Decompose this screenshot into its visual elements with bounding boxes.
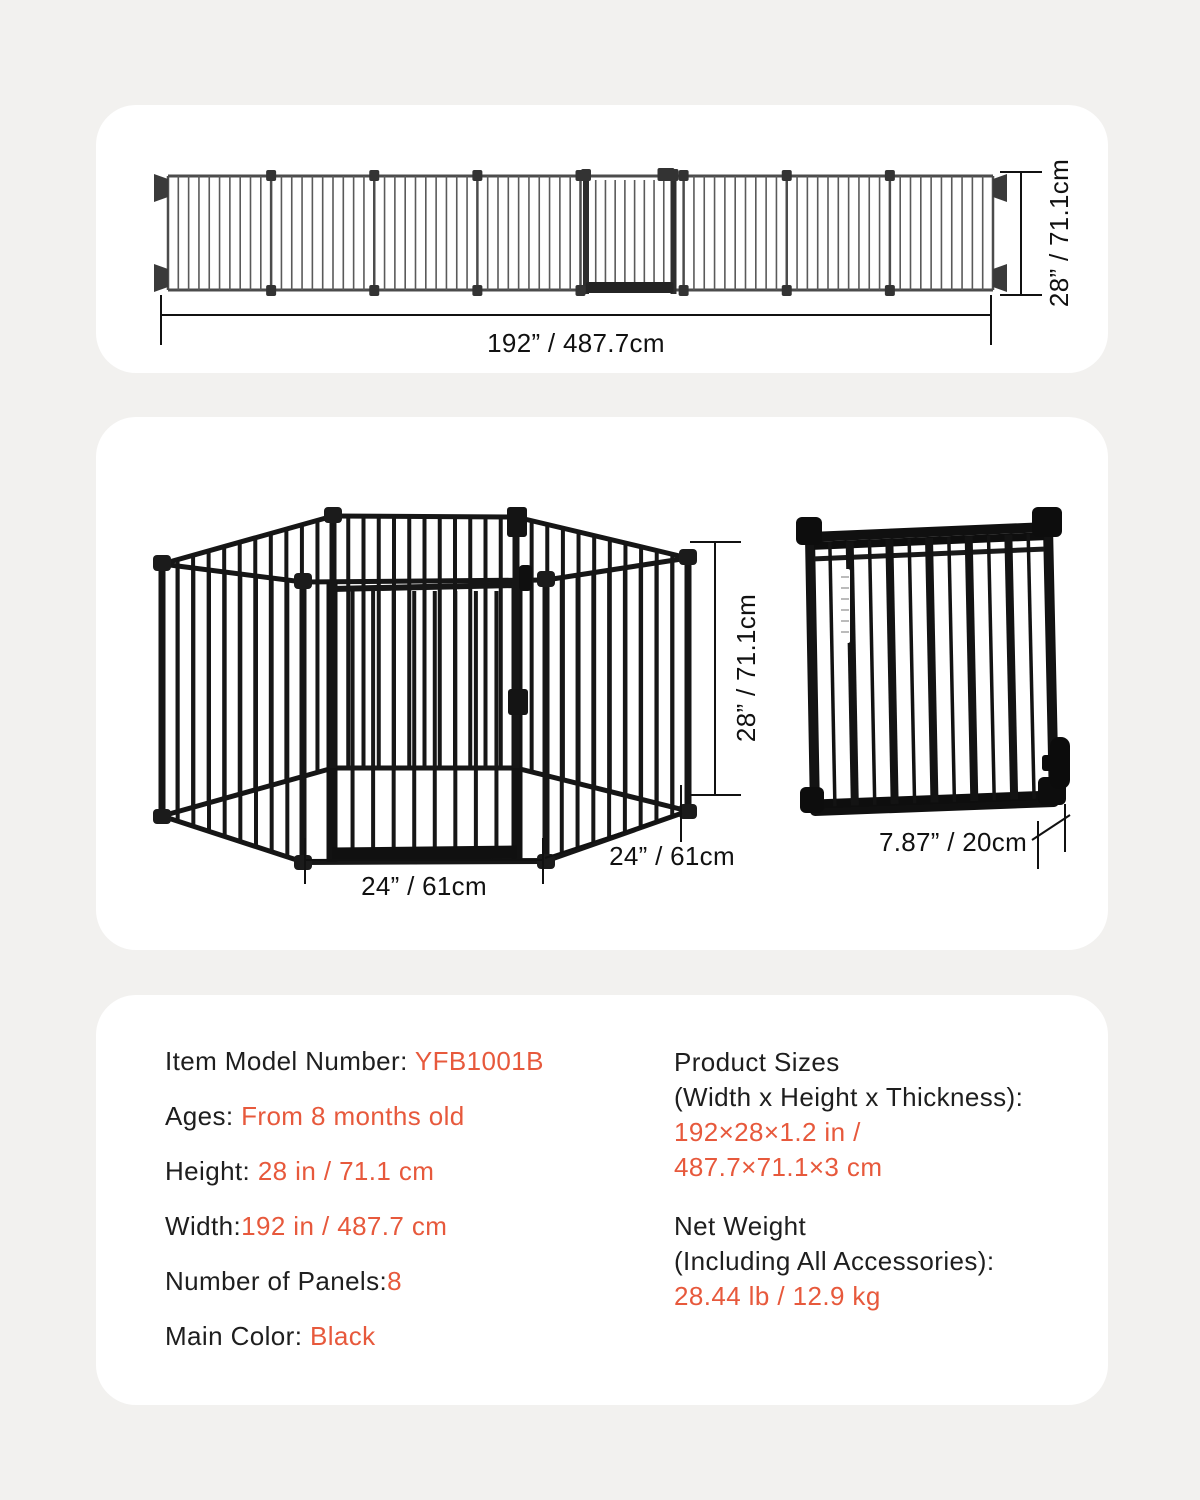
spec-net-weight <box>674 1209 1023 1314</box>
flat-width-dimension-label: 192” / 487.7cm <box>487 328 665 358</box>
spec-value: 28.44 lb / 12.9 kg <box>674 1281 881 1311</box>
spec-value: Black <box>309 1321 376 1351</box>
spec-label: Height: <box>165 1156 258 1186</box>
assembled-playpen-card <box>96 417 1108 950</box>
specs-left-column <box>165 1045 544 1375</box>
spec-value: From 8 months old <box>241 1101 465 1131</box>
playpen-height-dimension-label: 28” / 71.1cm <box>731 593 761 743</box>
spec-title: Product Sizes <box>674 1047 840 1077</box>
spec-value: 487.7×71.1×3 cm <box>674 1152 883 1182</box>
spec-width <box>165 1210 544 1242</box>
spec-value: 192×28×1.2 in / <box>674 1117 861 1147</box>
spec-product-sizes <box>674 1045 1023 1185</box>
flat-fence-card <box>96 105 1108 373</box>
spec-number-of-panels <box>165 1265 544 1297</box>
spec-title: Net Weight <box>674 1211 807 1241</box>
spec-label: Item Model Number: <box>165 1046 415 1076</box>
spec-ages <box>165 1100 544 1132</box>
spec-subtitle: (Including All Accessories): <box>674 1246 995 1276</box>
specifications-card <box>96 995 1108 1405</box>
spec-height <box>165 1155 544 1187</box>
spec-subtitle: (Width x Height x Thickness): <box>674 1082 1024 1112</box>
assembled-playpen-diagram <box>96 417 1108 950</box>
spec-value: 28 in / 71.1 cm <box>257 1156 435 1186</box>
flat-height-dimension-label: 28” / 71.1cm <box>1044 158 1074 308</box>
specs-right-column <box>674 1045 1023 1314</box>
spec-label: Ages: <box>165 1101 242 1131</box>
spec-main-color <box>165 1320 544 1352</box>
spec-value: 8 <box>387 1266 403 1296</box>
spec-label: Main Color: <box>165 1321 310 1351</box>
playpen-side-width-dimension-label: 24” / 61cm <box>609 841 735 871</box>
spec-label: Number of Panels: <box>165 1266 388 1296</box>
spec-value: YFB1001B <box>414 1046 544 1076</box>
flat-fence-diagram <box>96 105 1108 373</box>
folded-thickness-dimension-label: 7.87” / 20cm <box>878 827 1028 857</box>
spec-value: 192 in / 487.7 cm <box>241 1211 448 1241</box>
spec-item-model-number <box>165 1045 544 1077</box>
spec-label: Width: <box>165 1211 242 1241</box>
playpen-front-width-dimension-label: 24” / 61cm <box>361 871 487 901</box>
